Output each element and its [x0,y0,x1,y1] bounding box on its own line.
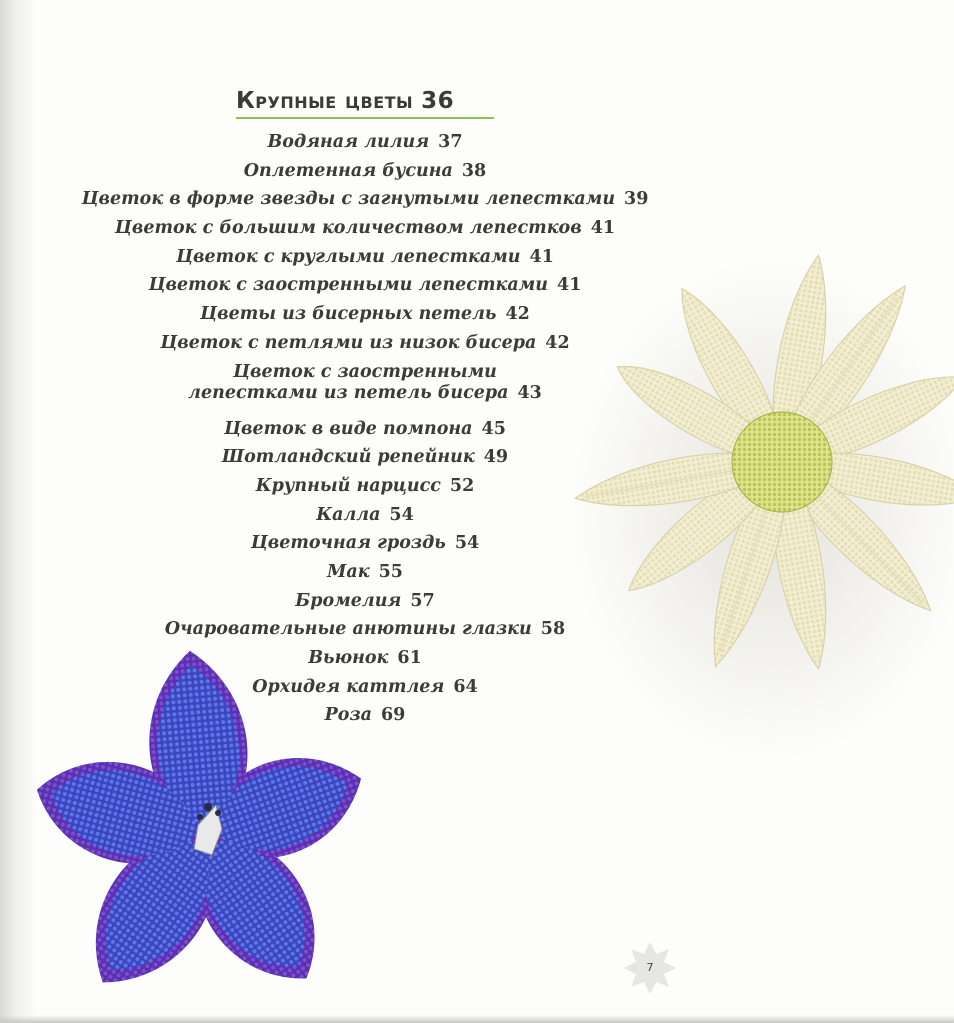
toc-entry-page: 45 [481,418,506,439]
toc-entry-title: Цветок в форме звезды с загнутыми лепестками [81,189,616,210]
toc-entry [60,128,670,157]
toc-entry-page: 42 [545,332,570,353]
toc-entry-title: Крупный нарцисс [255,475,441,496]
toc-entry-page: 42 [505,304,530,325]
toc-entry-page: 61 [397,648,422,668]
toc-entry [60,157,670,186]
toc-entry-page: 38 [461,160,487,181]
toc-entry-page: 43 [517,382,542,403]
toc-entry-page: 55 [378,561,403,582]
toc-entry-title: Мак [327,561,370,582]
toc-entry-page: 64 [453,676,478,697]
toc-entry-page: 41 [529,246,554,267]
section-title: Крупные цветы [236,88,414,114]
toc-entry-title: Шотландский репейник [221,447,475,468]
toc-entry-title: Вьюнок [308,648,389,668]
toc-entry-title: Водяная лилия [267,132,430,152]
toc-entry-page: 41 [590,218,616,239]
toc-entry-page: 37 [438,132,463,152]
toc-entry-title: Орхидея каттлея [252,676,445,697]
toc-entry-title: Цветок с круглыми лепестками [176,246,521,267]
toc-entry-title: Оплетенная бусина [243,160,453,181]
page-number: 7 [646,961,654,974]
toc-entry-title: Цветы из бисерных петель [200,304,497,325]
toc-entry-page: 54 [454,533,480,554]
toc-entry-title: Цветок с заостренными лепестками [148,275,549,296]
heading-underline [236,117,494,119]
toc-entry-page: 49 [483,447,509,468]
toc-entry-title: Очаровательные анютины глазки [164,619,532,640]
section-page-number: 36 [421,88,455,114]
toc-entry-title: Роза [324,705,372,726]
toc-entry-title-line2: лепестками из петель бисера [188,382,509,403]
toc-entry-title: Бромелия [295,590,402,611]
toc-entry-title: Цветок с большим количеством лепестков [114,218,582,239]
blue-beaded-flower-photo [28,645,378,1015]
toc-entry-title: Цветочная гроздь [250,533,446,554]
toc-entry-page: 54 [389,504,414,525]
toc-entry-page: 69 [380,705,406,726]
toc-entry-title: Цветок с петлями из низок бисера [160,332,537,353]
toc-entry-page: 58 [540,619,566,640]
cream-beaded-flower-photo [470,190,954,790]
toc-entry-title-line1: Цветок с заостренными [233,361,497,382]
toc-entry-page: 39 [624,189,649,210]
toc-entry-page: 41 [557,275,582,296]
toc-entry-page: 57 [410,590,435,611]
toc-entry-title: Калла [316,504,381,525]
toc-entry-page: 52 [449,475,475,496]
section-heading [236,88,494,114]
toc-entry-title: Цветок в виде помпона [224,418,473,439]
page-bottom-edge [0,1015,954,1023]
